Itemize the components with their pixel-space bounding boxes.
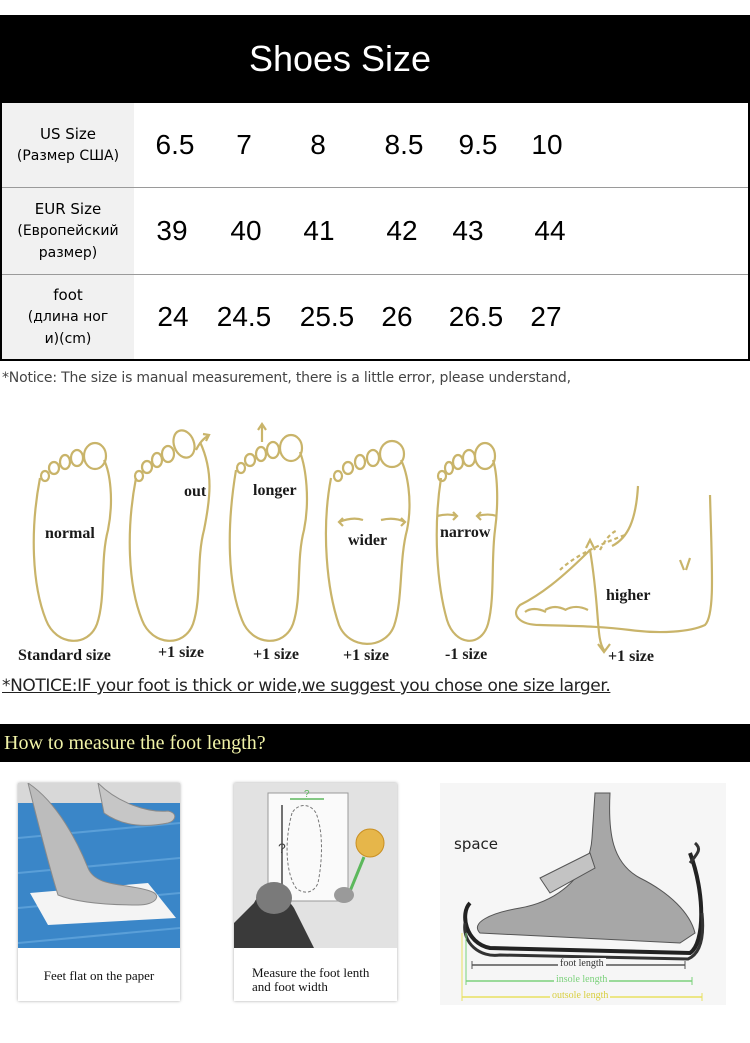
size-adjust-label: +1 size xyxy=(158,644,204,661)
row-label-eur xyxy=(2,188,134,274)
table-cell: 8.5 xyxy=(384,129,424,160)
size-adjust-label: +1 size xyxy=(608,648,654,665)
svg-text:?: ? xyxy=(278,840,286,856)
feet-on-paper-photo xyxy=(18,783,180,948)
notice-wide-foot: *NOTICE:IF your foot is thick or wide,we suggest you chose one size larger. xyxy=(2,676,611,696)
row-label-us xyxy=(2,103,134,187)
space-label: space xyxy=(454,835,499,853)
foot-length-diagram xyxy=(440,783,726,1005)
row-label-ru: (Размер США) xyxy=(16,148,120,164)
size-adjust-label: +1 size xyxy=(253,646,299,663)
table-cell: 43 xyxy=(452,215,484,246)
step-caption: Measure the foot lenth and foot width xyxy=(252,965,370,994)
measure-foot-photo xyxy=(234,783,397,948)
size-adjust-label: +1 size xyxy=(343,647,389,664)
foot-type-label: wider xyxy=(348,532,388,549)
size-table xyxy=(0,103,750,361)
step-card-feet-flat xyxy=(18,783,180,1001)
foot-longer-icon xyxy=(230,424,307,641)
table-row xyxy=(2,275,748,359)
foot-type-label: out xyxy=(184,483,207,500)
table-cell: 26 xyxy=(381,301,413,332)
table-cell: 25.5 xyxy=(299,301,355,332)
size-adjust-label: -1 size xyxy=(445,646,488,663)
foot-type-label: normal xyxy=(45,525,95,542)
table-cell: 7 xyxy=(236,129,252,160)
table-cell: 40 xyxy=(230,215,262,246)
size-adjust-label: Standard size xyxy=(18,647,111,664)
table-cell: 41 xyxy=(303,215,335,246)
row-label-en: EUR Size xyxy=(34,200,102,218)
step-caption: Feet flat on the paper xyxy=(43,968,155,983)
table-cell: 42 xyxy=(386,215,418,246)
svg-text:?: ? xyxy=(304,789,310,800)
shoe-cross-section-icon xyxy=(440,783,726,1005)
table-cell: 27 xyxy=(530,301,562,332)
table-row xyxy=(2,103,748,188)
row-label-foot xyxy=(2,275,134,359)
page-title: Shoes Size xyxy=(0,15,750,103)
foot-higher-icon xyxy=(516,486,712,652)
foot-type-label: higher xyxy=(606,587,651,604)
table-cell: 24 xyxy=(157,301,189,332)
table-cell: 26.5 xyxy=(448,301,504,332)
foot-length-label: foot length xyxy=(560,958,604,969)
row-label-ru: (длина ног и)(cm) xyxy=(27,309,109,347)
table-cell: 9.5 xyxy=(458,129,498,160)
table-cell: 39 xyxy=(156,215,188,246)
foot-type-label: longer xyxy=(253,482,297,499)
outsole-length-label: outsole length xyxy=(552,990,609,1001)
table-cell: 6.5 xyxy=(155,129,195,160)
row-label-ru: (Европейский размер) xyxy=(17,223,119,261)
table-cell: 8 xyxy=(310,129,326,160)
table-cell: 10 xyxy=(531,129,563,160)
notice-measurement: *Notice: The size is manual measurement, there is a little error, please understand, xyxy=(2,370,571,386)
row-label-en: foot xyxy=(53,286,83,304)
measure-heading: How to measure the foot length? xyxy=(0,724,750,762)
table-cell: 24.5 xyxy=(216,301,272,332)
foot-type-label: narrow xyxy=(440,524,491,541)
table-row xyxy=(2,188,748,275)
step-card-measure xyxy=(234,783,397,1001)
row-label-en: US Size xyxy=(39,125,97,143)
insole-length-label: insole length xyxy=(556,974,608,985)
foot-out-icon xyxy=(130,427,210,640)
table-cell: 44 xyxy=(534,215,566,246)
